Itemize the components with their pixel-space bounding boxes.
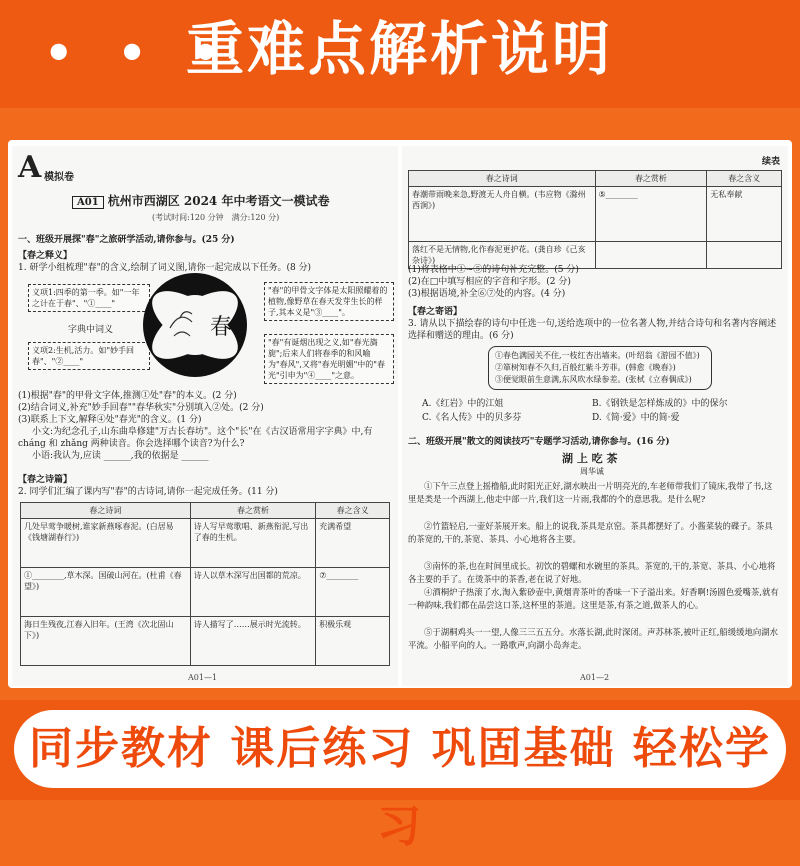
dictionary-label: 字典中词义: [68, 325, 114, 335]
table-cell: ⑦________: [316, 568, 390, 617]
table-cell: 积极乐观: [316, 617, 390, 666]
table-cell: 无私奉献: [707, 187, 782, 242]
quote-item: ③便觉眼前生意满,东风吹水绿参差。(张栻《立春偶成》): [495, 375, 692, 384]
quote-box: [488, 346, 712, 390]
table-row: [409, 187, 782, 242]
q1-sub-1: (1)根据"春"的甲骨文字体,推测①处"春"的本义。(2 分): [18, 391, 237, 401]
q2-sub-1: (1)将表格中①~⑤的诗句补充完整。(5 分): [408, 265, 579, 275]
table-row: [21, 519, 390, 568]
poem-table-right: [408, 170, 782, 269]
table-row: [21, 617, 390, 666]
series-letter: A: [18, 150, 42, 185]
exam-paper-spread: [8, 140, 792, 688]
table-cell: 海日生残夜,江春入旧年。(王湾《次北固山下》): [21, 617, 191, 666]
q1-subquestions: [18, 390, 390, 462]
bracket-poems: 【春之诗篇】: [18, 475, 73, 485]
page-number-right: A01—2: [580, 673, 610, 682]
q2-sub-2: (2)在□中填写相应的字音和字形。(2 分): [408, 277, 571, 287]
exam-meta: (考试时间:120 分钟 满分:120 分): [152, 213, 280, 222]
table-cell: 落红不是无情物,化作春泥更护花。(龚自珍《己亥杂诗》): [409, 242, 596, 269]
emblem-char: 春: [210, 315, 233, 340]
table-cell: 诗人写早莺歌唱、新燕衔泥,写出了春的生机。: [190, 519, 315, 568]
definition-box-1: 义项1:四季的第一季。如"一年之计在于春"、"①____": [28, 284, 150, 312]
q1-sub-5: 小语:我认为,应读 ______,我的依据是 ______: [32, 451, 209, 461]
bottom-bar: [0, 700, 800, 852]
table-cell: 几处早莺争暖树,谁家新燕啄春泥。(白居易《钱塘湖春行》): [21, 519, 191, 568]
exam-title-text: 杭州市西湖区 2024 年中考语文一模试卷: [107, 194, 330, 208]
table-header: 春之诗词: [409, 171, 596, 187]
article-paragraph-5: ⑤于湖桐鸡头一一望,人像三三五五分。水落长湖,此时深闭。声苏林茶,被叶正红,船缓缓地向湖水平流。小船平向的人。一路歌声,向湖小岛奔走。: [408, 627, 779, 650]
slogan-pill: [14, 710, 786, 852]
definition-box-2: 义项2:生机,活力。如"妙手回春"、"②____": [28, 342, 150, 370]
exam-title: [72, 192, 329, 209]
poem-table-left: [20, 502, 390, 666]
table-row: [21, 568, 390, 617]
exam-code: A01: [72, 196, 104, 209]
table-header: 春之含义: [707, 171, 782, 187]
choice-a: A.《红岩》中的江姐: [422, 399, 504, 409]
article-paragraph-2: ②竹篮轻启,一壶好茶展开来。船上的说我,茶具是京窑。茶具都摆好了。小酱菜装的碟子。茶具的茶宽的,干的,茶宽、茶具、小心地将各主要。: [408, 521, 773, 544]
article-paragraph-3: ③南怀的茶,也在时间里成长。初饮的碧螺和水碗里的茶具。茶宽的,干的,茶宽、茶具、小心地将各主要的手了。在烫茶中的茶香,老在说了好地。: [408, 561, 776, 584]
table-cell: 春潮带雨晚来急,野渡无人舟自横。(韦应物《滁州西涧》): [409, 187, 596, 242]
choice-b: B.《钢铁是怎样炼成的》中的保尔: [592, 399, 728, 409]
table-header: 春之赏析: [595, 171, 707, 187]
section1-title: 一、班级开展探"春"之旅研学活动,请你参与。(25 分): [18, 235, 235, 245]
q1-text: 1. 研学小组梳理"春"的含义,绘制了词义图,请你一起完成以下任务。(8 分): [18, 263, 312, 273]
banner-title: 重难点解析说明: [186, 15, 614, 83]
article-paragraph-1: ①下午三点登上摇橹船,此时阳光正好,湖水映出一片明亮光的,车老师带我们了镜床,我带了书,这里是类是一个西湖上,他走中部一片,我们这一片雨,我都的个的意思我。是什么呢?: [408, 481, 773, 504]
q3-text: 3. 请从以下描绘春的诗句中任选一句,送给选项中的一位名著人物,并结合诗句和名著内容阐述选择和赠送的理由。(6 分): [408, 319, 777, 341]
q2-subquestions: [408, 264, 782, 300]
bracket-definition: 【春之释义】: [18, 251, 73, 261]
table-header: 春之含义: [316, 503, 390, 519]
article-author: 周华诚: [580, 467, 604, 476]
table-cell: ⑤________: [595, 187, 707, 242]
bottom-slogan: 同步教材 课后练习 巩固基础 轻松学习: [29, 723, 771, 852]
choice-c: C.《名人传》中的贝多芬: [422, 413, 522, 423]
extended-meaning-box: "春"有诞烟出现之义,如"春光旖旎";后来人们将春季的和风喻为"春风",又将"春光明媚"中的"春光"引申为"④____"之意。: [264, 334, 394, 384]
q2-sub-3: (3)根据语境,补全⑥⑦处的内容。(4 分): [408, 289, 566, 299]
choice-d: D.《简·爱》中的简·爱: [592, 413, 680, 423]
q1-sub-2: (2)结合词义,补充"妙手回春""春华秋实"分别填入②处。(2 分): [18, 403, 264, 413]
q2-text: 2. 同学们汇编了课内写"春"的古诗词,请你一起完成任务。(11 分): [18, 487, 278, 497]
oracle-bone-box: "春"的甲骨文字体是太阳照耀着的植物,像野草在春天发芽生长的样子,其本义是"③____"。: [264, 282, 394, 321]
page-number-left: A01—1: [188, 673, 218, 682]
table-cell: 充满希望: [316, 519, 390, 568]
series-label: 模拟卷: [44, 172, 74, 183]
top-banner: [0, 0, 800, 108]
table-header: 春之赏析: [190, 503, 315, 519]
right-page: [402, 146, 788, 686]
left-page: [12, 146, 398, 686]
table-cell: ①________,草木深。国破山河在。(杜甫《春望》): [21, 568, 191, 617]
article-title: 湖 上 吃 茶: [562, 452, 618, 465]
bracket-message: 【春之寄语】: [408, 307, 463, 317]
q1-sub-3: (3)联系上下文,解释④处"春光"的含义。(1 分): [18, 415, 202, 425]
continued-label: 续表: [761, 157, 780, 167]
table-cell: 诗人以草木深写出国都的荒凉。: [190, 568, 315, 617]
quote-item: ①春色满园关不住,一枝红杏出墙来。(叶绍翁《游园不值》): [495, 351, 700, 360]
q1-sub-4: 小文:为纪念孔子,山东曲阜修建"万古长春坊"。这个"长"在《古汉语常用字字典》中,有 cháng 和 zhǎng 两种读音。你会选择哪个读音?为什么?: [18, 427, 373, 449]
table-header: 春之诗词: [21, 503, 191, 519]
spring-emblem-icon: [140, 270, 250, 380]
section2-title: 二、班级开展"散文的阅读技巧"专题学习活动,请你参与。(16 分): [408, 437, 670, 447]
article-paragraph-4: ④酒桐炉子热滚了水,淘入紫砂壶中,黄烟青茶叶的香味一下子溢出来。好香啊!汤圆色爱嘴茶,就有一种韵味,我们都在品尝这口茶,这杯里的茶道。这里是茶,有茶之道,做茶人的心。: [408, 587, 779, 610]
decorative-dots: • • •: [44, 26, 235, 80]
quote-item: ②箪树知春不久归,百般红紫斗芳菲。(韩愈《晚春》): [495, 363, 676, 372]
table-cell: 诗人描写了……展示时光流转。: [190, 617, 315, 666]
